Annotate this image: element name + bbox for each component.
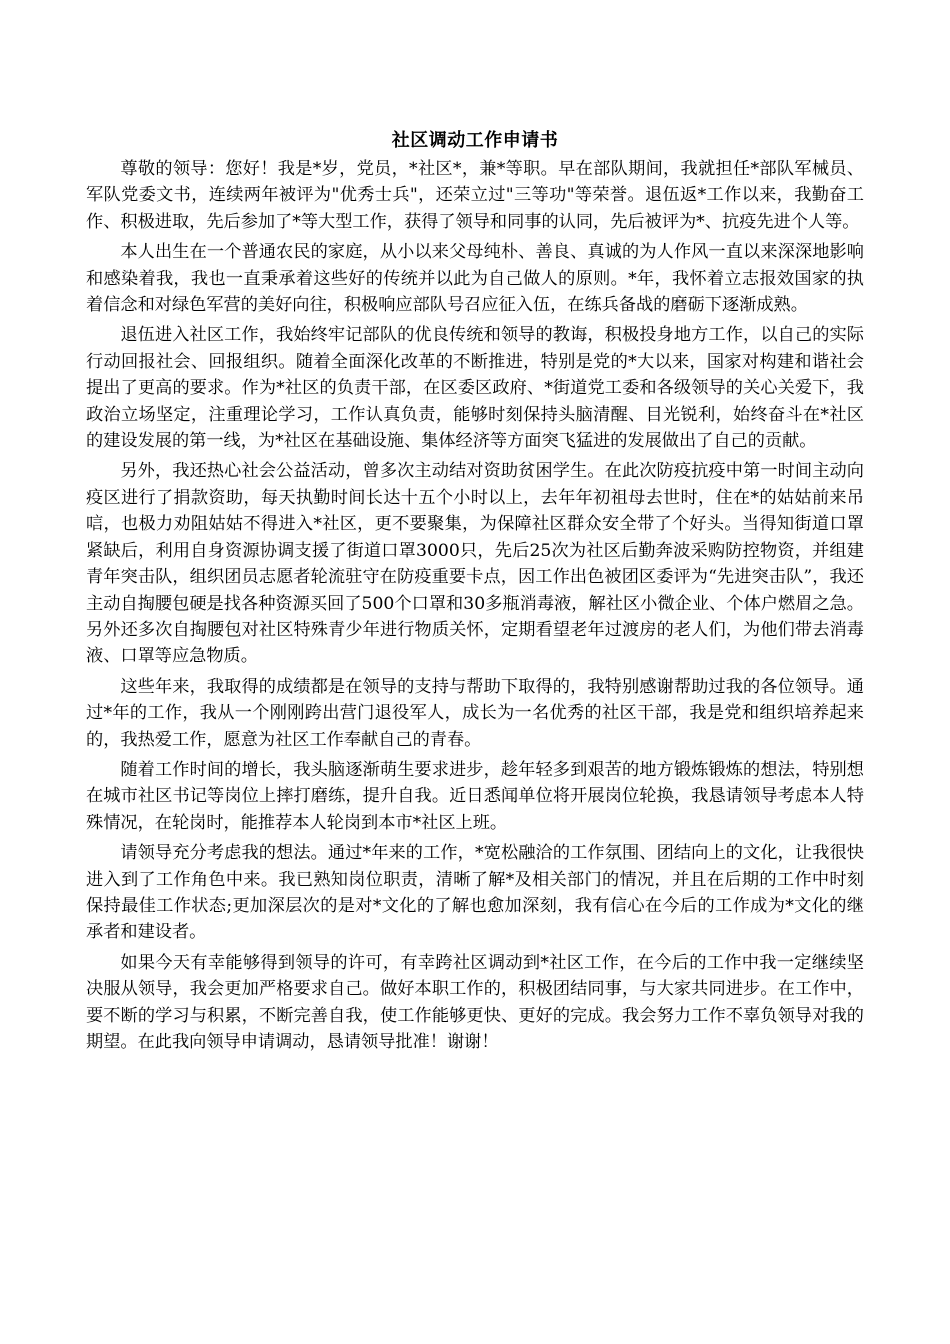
paragraph-background: 本人出生在一个普通农民的家庭，从小以来父母纯朴、善良、真诚的为人作风一直以来深深地影响和感染着我，我也一直秉承着这些好的传统并以此为自己做人的原则。*年，我怀着立志报效国家的执着信念和对绿色军营的美好向往，积极响应部队号召应征入伍，在练兵备战的磨砺下逐渐成熟。 <box>86 242 864 316</box>
paragraph-closing: 如果今天有幸能够得到领导的许可，有幸跨社区调动到*社区工作，在今后的工作中我一定继续坚决服从领导，我会更加严格要求自己。做好本职工作的，积极团结同事，与大家共同进步。在工作中，要不断的学习与积累，不断完善自我，使工作能够更快、更好的完成。我会努力工作不辜负领导对我的期望。在此我向领导申请调动，恳请领导批准！谢谢！ <box>86 952 864 1052</box>
paragraph-gratitude: 这些年来，我取得的成绩都是在领导的支持与帮助下取得的，我特别感谢帮助过我的各位领导。通过*年的工作，我从一个刚刚跨出营门退役军人，成长为一名优秀的社区干部，我是党和组织培养起来的，我热爱工作，愿意为社区工作奉献自己的青春。 <box>86 676 864 750</box>
paragraph-public-welfare: 另外，我还热心社会公益活动，曾多次主动结对资助贫困学生。在此次防疫抗疫中第一时间主动向疫区进行了捐款资助，每天执勤时间长达十五个小时以上，去年年初祖母去世时，住在*的姑姑前来吊唁，也极力劝阻姑姑不得进入*社区，更不要聚集，为保障社区群众安全带了个好头。当得知街道口罩紧缺后，利用自身资源协调支援了街道口罩3000只，先后25次为社区后勤奔波采购防控物资，并组建青年突击队，组织团员志愿者轮流驻守在防疫重要卡点，因工作出色被团区委评为“先进突击队”，我还主动自掏腰包硬是找各种资源买回了500个口罩和30多瓶消毒液，解社区小微企业、个体户燃眉之急。另外还多次自掏腰包对社区特殊青少年进行物质关怀，定期看望老年过渡房的老人们，为他们带去消毒液、口罩等应急物质。 <box>86 461 864 667</box>
document-page <box>86 128 864 1059</box>
paragraph-consideration: 请领导充分考虑我的想法。通过*年来的工作，*宽松融洽的工作氛围、团结向上的文化，让我很快进入到了工作角色中来。我已熟知岗位职责，清晰了解*及相关部门的情况，并且在后期的工作中时刻保持最佳工作状态;更加深层次的是对*文化的了解也愈加深刻，我有信心在今后的工作成为*文化的继承者和建设者。 <box>86 843 864 943</box>
document-title: 社区调动工作申请书 <box>391 130 559 151</box>
paragraph-greeting: 尊敬的领导：您好！我是*岁，党员，*社区*，兼*等职。早在部队期间，我就担任*部队军械员、军队党委文书，连续两年被评为"优秀士兵"，还荣立过"三等功"等荣誉。退伍返*工作以来，我勤奋工作、积极进取，先后参加了*等大型工作，获得了领导和同事的认同，先后被评为*、抗疫先进个人等。 <box>86 159 864 232</box>
paragraph-request: 随着工作时间的增长，我头脑逐渐萌生要求进步，趁年轻多到艰苦的地方锻炼锻炼的想法，特别想在城市社区书记等岗位上摔打磨练，提升自我。近日悉闻单位将开展岗位轮换，我恳请领导考虑本人特殊情况，在轮岗时，能推荐本人轮岗到本市*社区上班。 <box>86 759 864 833</box>
paragraph-community-work: 退伍进入社区工作，我始终牢记部队的优良传统和领导的教诲，积极投身地方工作，以自己的实际行动回报社会、回报组织。随着全面深化改革的不断推进，特别是党的*大以来，国家对构建和谐社会提出了更高的要求。作为*社区的负责干部，在区委区政府、*街道党工委和各级领导的关心关爱下，我政治立场坚定，注重理论学习，工作认真负责，能够时刻保持头脑清醒、目光锐利，始终奋斗在*社区的建设发展的第一线，为*社区在基础设施、集体经济等方面突飞猛进的发展做出了自己的贡献。 <box>86 325 864 452</box>
